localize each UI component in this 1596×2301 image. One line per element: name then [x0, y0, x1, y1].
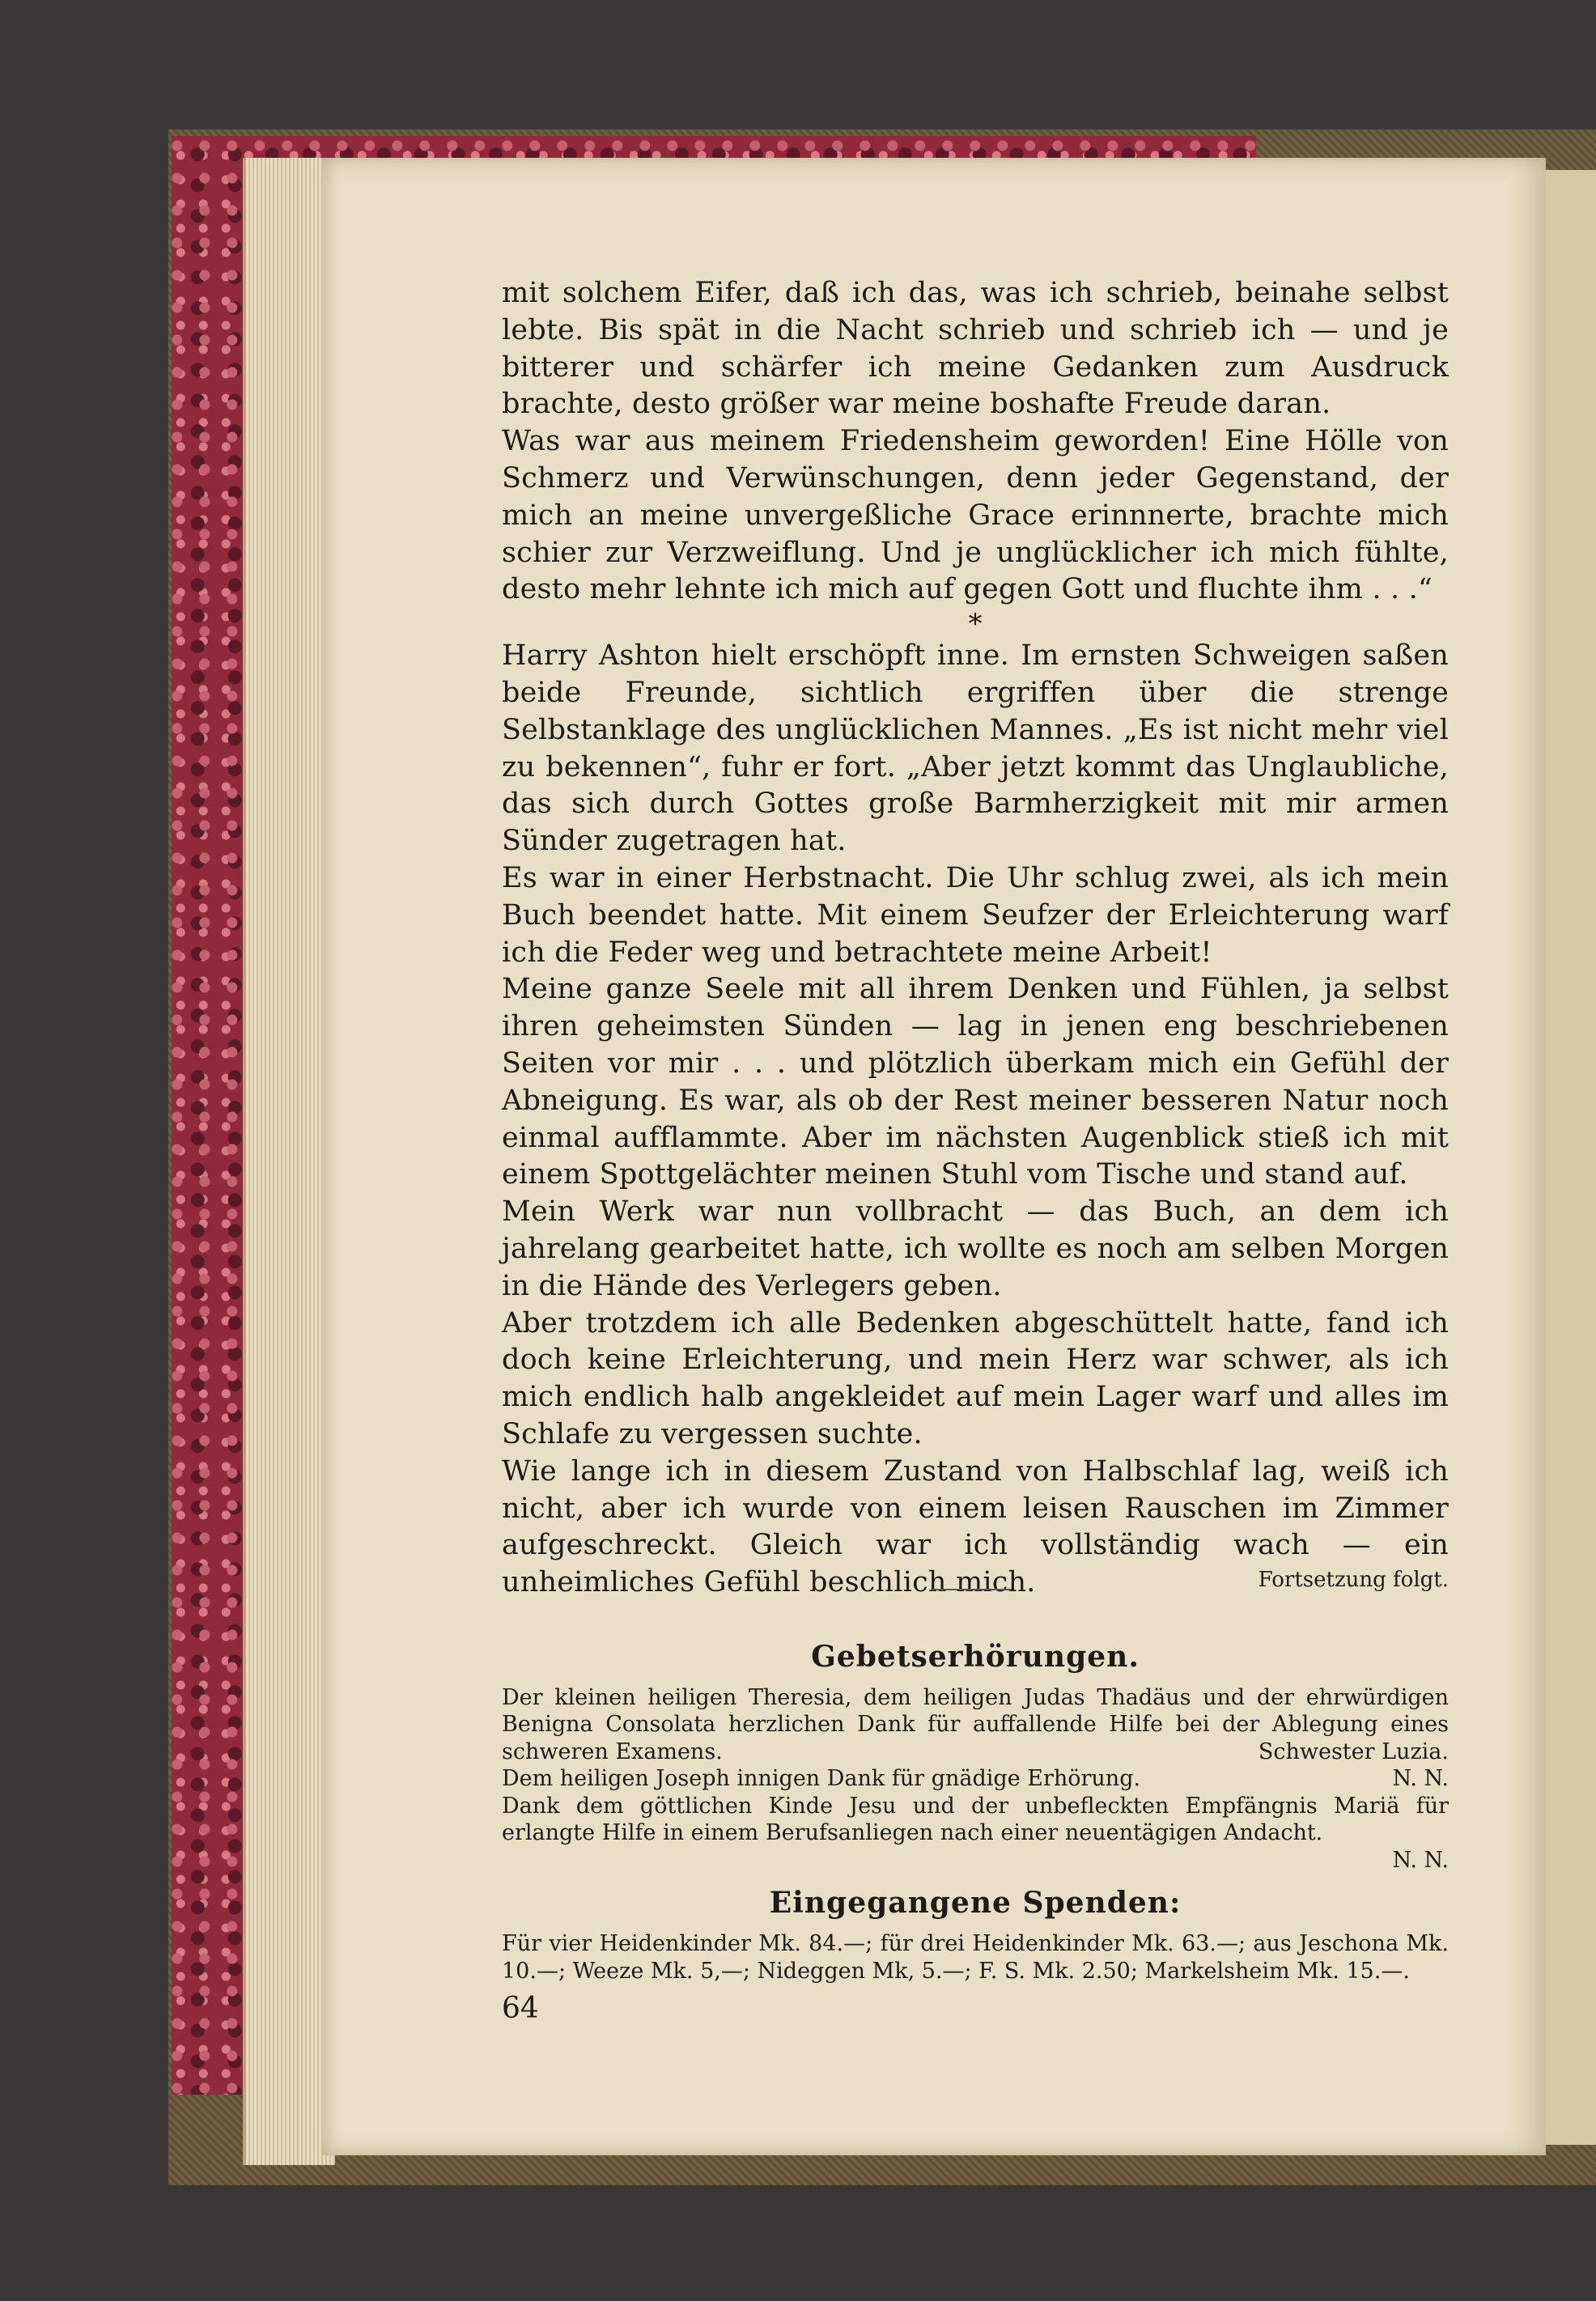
story-paragraph: Mein Werk war nun vollbracht — das Buch, an dem ich jahrelang gearbeitet hatte, ich wollte es noch am selben Morgen in die Hände des Verlegers geben. [502, 1195, 1449, 1302]
prayer-signature: Schwester Luzia. [1258, 1738, 1449, 1764]
donations-text: Für vier Heidenkinder Mk. 84.—; für drei Heidenkinder Mk. 63.—; aus Jeschona Mk. 10.—; Weeze Mk. 5,—; Nideggen Mk, 5.—; F. S. Mk. 2.50; Markelsheim Mk. 15.—. [502, 1931, 1449, 1984]
continuation-row [502, 1567, 1449, 1611]
prayer-signature: N. N. [1392, 1766, 1449, 1792]
next-page-edge [1542, 170, 1596, 2145]
story-paragraph: Harry Ashton hielt erschöpft inne. Im ernsten Schweigen saßen beide Freunde, sichtlich ergriffen über die strenge Selbstanklage des unglücklichen Mannes. „Es ist nicht mehr viel zu bekennen“, fuhr er fort. „Aber jetzt kommt das Unglaubliche, das sich durch Gottes große Barmherzigkeit mit mir armen Sünder zugetragen hat. [502, 639, 1449, 858]
prayers-heading: Gebetserhörungen. [811, 1639, 1140, 1674]
prayers-section [502, 1684, 1449, 1874]
story-paragraph: mit solchem Eifer, daß ich das, was ich schrieb, beinahe selbst lebte. Bis spät in die Nacht schrieb und schrieb ich — und je bitterer und schärfer ich meine Gedanken zum Ausdruck brachte, desto größer war meine boshafte Freude daran. [502, 277, 1449, 421]
prayer-item [502, 1793, 1449, 1847]
section-separator: * [968, 608, 983, 641]
story-paragraph: Meine ganze Seele mit all ihrem Denken und Fühlen, ja selbst ihren geheimsten Sünden — lag in jenen eng beschriebenen Seiten vor mir . . . und plötzlich überkam mich ein Gefühl der Abneigung. Es war, als ob der Rest meiner besseren Natur noch einmal aufflammte. Aber im nächsten Augenblick stieß ich mit einem Spottgelächter meinen Stuhl vom Tische und stand auf. [502, 973, 1449, 1191]
page-edges [243, 158, 335, 2165]
prayer-item [502, 1684, 1449, 1766]
prayer-signature: N. N. [1392, 1847, 1449, 1873]
prayer-text: Dank dem göttlichen Kinde Jesu und der unbefleckten Empfängnis Mariä für erlangte Hilfe in einem Berufsanliegen nach einer neuentägigen Andacht. [502, 1793, 1449, 1846]
story-paragraph: Aber trotzdem ich alle Bedenken abgeschüttelt hatte, fand ich doch keine Erleichterung, und mein Herz war schwer, als ich mich endlich halb angekleidet auf mein Lager warf und alles im Schlafe zu vergessen suchte. [502, 1306, 1449, 1450]
prayer-text: Dem heiligen Joseph innigen Dank für gnädige Erhörung. [502, 1766, 1141, 1792]
divider [931, 1589, 1012, 1590]
story-paragraph: Es war in einer Herbstnacht. Die Uhr schlug zwei, als ich mein Buch beendet hatte. Mit einem Seufzer der Erleichterung warf ich die Feder weg und betrachtete meine Arbeit! [502, 861, 1449, 969]
page-number: 64 [502, 1992, 539, 2026]
story-paragraph: Was war aus meinem Friedensheim geworden! Eine Hölle von Schmerz und Verwünschungen, denn jeder Gegenstand, der mich an meine unvergeßliche Grace erinnnerte, brachte mich schier zur Verzweiflung. Und je unglücklicher ich mich fühlte, desto mehr lehnte ich mich auf gegen Gott und fluchte ihm . . .“ [502, 425, 1449, 606]
story-paragraph: Wie lange ich in diesem Zustand von Halbschlaf lag, weiß ich nicht, aber ich wurde von einem leisen Rauschen im Zimmer aufgeschreckt. Gleich war ich vollständig wach — ein unheimliches Gefühl beschlich mich. [502, 1454, 1449, 1599]
story-text [502, 275, 1449, 1611]
prayer-item [502, 1765, 1449, 1793]
donations-heading: Eingegangene Spenden: [769, 1886, 1182, 1921]
donations-section [502, 1930, 1449, 1985]
prayer-text: Der kleinen heiligen Theresia, dem heiligen Judas Thadäus und der ehrwürdigen Benigna Consolata herzlichen Dank für auffallende Hilfe bei der Ablegung eines schweren Examens. [502, 1684, 1449, 1764]
page-text [502, 275, 1449, 2025]
prayer-item [502, 1847, 1449, 1874]
continuation-note: Fortsetzung folgt. [1258, 1567, 1449, 1592]
